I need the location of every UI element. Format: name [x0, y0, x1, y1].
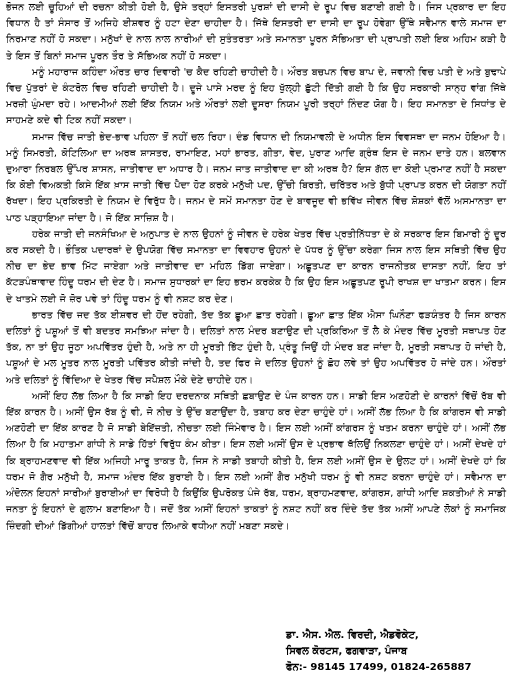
author-address: ਸਿਵਲ ਕੋਰਟਸ, ਫਗਵਾੜਾ, ਪੰਜਾਬ	[286, 646, 408, 657]
paragraph-1: ਭੋਜਨ ਲਈ ਚੂਹਿਆਂ ਦੀ ਰਚਨਾ ਕੀਤੀ ਹੋਈ ਹੈ, ਉਸੇ ਤਰ੍ਹਾਂ ਇਸਤਰੀ ਪੁਰਸ਼ਾਂ ਦੀ ਦਾਸੀ ਦੇ ਰੂਪ ਵਿਚ ਬਣਾਈ ਗਈ ਹੈ। ਜਿਸ ਪ੍ਰਕਾਰ ਦਾ ਇਹ ਵਿਧਾਨ ਹੈ ਤਾਂ ਸੰਸਾਰ ਤੋਂ ਅਜਿਹੇ ਈਸ਼ਵਰ ਨੂੰ ਹਟਾ ਦੇਣਾ ਚਾਹੀਦਾ ਹੈ। ਜਿੱਥੇ ਇਸਤਰੀ ਦਾ ਦਾਸੀ ਦਾ ਰੂਪ ਹੋਵੇਗਾ ਉੱਥੇ ਸਵੈਮਾਨ ਵਾਲੇ ਸਮਾਜ ਦਾ ਨਿਰਮਾਣ ਨਹੀਂ ਹੋ ਸਕਦਾ। ਮਨੁੱਖਾਂ ਦੇ ਨਾਲ ਨਾਲ ਨਾਰੀਆਂ ਦੀ ਸੁਤੰਤਰਤਾ ਅਤੇ ਸਮਾਨਤਾ ਪੂਰਨ ਸੱਭਿਅਤਾ ਦੀ ਪ੍ਰਾਪਤੀ ਲਈ ਇਕ ਅਹਿਮ ਕੜੀ ਹੈ ਤੇ ਇਸ ਤੋਂ ਬਿਨਾਂ ਸਮਾਜ ਪੂਰਨ ਤੌਰ ਤੇ ਸੱਭਿਅਕ ਨਹੀਂ ਹੋ ਸਕਦਾ।	[6, 2, 506, 62]
paragraph-5: ਭਾਰਤ ਵਿੱਚ ਜਦ ਤੱਕ ਈਸ਼ਵਰ ਦੀ ਹੋਂਦ ਰਹੇਗੀ, ਤੱਦ ਤੱਕ ਛੂਆ ਛਾਤ ਰਹੇਗੀ। ਛੂਆ ਛਾਤ ਇੱਕ ਐਸਾ ਘਿਨੌਣਾ ਫੜਯੰਤਰ ਹੈ ਜਿਸ ਕਾਰਨ ਦਲਿਤਾਂ ਨੂੰ ਪਸ਼ੂਆਂ ਤੋਂ ਵੀ ਬਦਤਰ ਸਮਝਿਆ ਜਾਂਦਾ ਹੈ। ਦਲਿਤਾਂ ਨਾਲ ਮੰਦਰ ਬਣਾਉਣ ਦੀ ਪ੍ਰਕਿਰਿਆ ਤੋਂ ਲੈ ਕੇ ਮੰਦਰ ਵਿੱਚ ਮੂਰਤੀ ਸਥਾਪਤ ਹੋਣ ਤੱਕ, ਨਾ ਤਾਂ ਉਹ ਜੂਠਾ ਅਪਵਿੱਤਰ ਹੁੰਦੀ ਹੈ, ਅਤੇ ਨਾ ਹੀ ਮੂਰਤੀ ਭਿੱਟ ਹੁੰਦੀ ਹੈ, ਪ੍ਰੰਤੂ ਜਿਉਂ ਹੀ ਮੰਦਰ ਬਣ ਜਾਂਦਾ ਹੈ, ਮੂਰਤੀ ਸਥਾਪਤ ਹੋ ਜਾਂਦੀ ਹੈ, ਪਸ਼ੂਆਂ ਦੇ ਮਲ ਮੂਤਰ ਨਾਲ ਮੂਰਤੀ ਪਵਿੱਤਰ ਕੀਤੀ ਜਾਂਦੀ ਹੈ, ਤਦ ਫਿਰ ਜੇ ਦਲਿਤ ਉਹਨਾਂ ਨੂੰ ਛੋਹ ਲਵੇ ਤਾਂ ਉਹ ਅਪਵਿੱਤਰ ਹੋ ਜਾਂਦੇ ਹਨ। ਔਰਤਾਂ ਅਤੇ ਦਲਿਤਾਂ ਨੂੰ ਵਿੱਦਿਆ ਦੇ ਖੇਤਰ ਵਿੱਚ ਸਪੈਸ਼ਲ ਮੌਕੇ ਦੇਣੇ ਚਾਹੀਦੇ ਹਨ।	[6, 309, 506, 386]
author-phone: ਫੋਨ:- 98145 17499, 01824-265887	[286, 662, 472, 673]
paragraph-3: ਸਮਾਜ ਵਿੱਚ ਜਾਤੀ ਭੇਦ-ਭਾਵ ਪਹਿਲਾ ਤੋਂ ਨਹੀਂ ਚਲ ਰਿਹਾ। ਦੰਡ ਵਿਧਾਨ ਦੀ ਨਿਯਮਾਵਲੀ ਦੇ ਅਧੀਨ ਇਸ ਵਿਵਸਥਾ ਦਾ ਜਨਮ ਹੋਇਆ ਹੈ। ਮਨੂੰ ਸਿਮਰਤੀ, ਕੋਟਿਲਿਆ ਦਾ ਅਰਥ ਸ਼ਾਸਤਰ, ਰਾਮਾਇਣ, ਮਹਾਂ ਭਾਰਤ, ਗੀਤਾ, ਵੇਦ, ਪੁਰਾਣ ਆਦਿ ਗ੍ਰੰਥ ਇਸ ਦੇ ਜਨਮ ਦਾਤੇ ਹਨ। ਬਲਵਾਨ ਦੁਆਰਾ ਨਿਰਬਲ ਉੱਪਰ ਸ਼ਾਸਨ, ਜਾਤੀਵਾਦ ਦਾ ਅਧਾਰ ਹੈ। ਜਨਮ ਜਾਤ ਜਾਤੀਵਾਦ ਦਾ ਕੀ ਅਰਥ ਹੈ? ਇਸ ਗੱਲ ਦਾ ਕੋਈ ਪ੍ਰਮਾਣ ਨਹੀਂ ਹੈ ਸਕਦਾ ਕਿ ਕੋਈ ਵਿਅਕਤੀ ਕਿਸੇ ਇੱਕ ਖ਼ਾਸ ਜਾਤੀ ਵਿੱਚ ਪੈਦਾ ਹੋਣ ਕਰਕੇ ਮਨੁੱਖੀ ਪਦ, ਉੱਚੀ ਬਿਰਤੀ, ਚਰਿੱਤਰ ਅਤੇ ਬੁੱਧੀ ਪ੍ਰਾਪਤ ਕਰਨ ਦੀ ਯੋਗਤਾ ਨਹੀਂ ਰੱਖਦਾ। ਇਹ ਪ੍ਰਕਿਰਤੀ ਦੇ ਨਿਯਮ ਦੇ ਵਿਰੁੱਧ ਹੈ। ਜਨਮ ਦੇ ਸਮੇਂ ਸਮਾਨਤਾ ਹੋਣ ਦੇ ਬਾਵਜੂਦ ਵੀ ਭਵਿੱਖ ਜੀਵਨ ਵਿੱਚ ਸ਼ੋਸ਼ਕਾਂ ਵੱਲੋਂ ਅਸਮਾਨਤਾ ਦਾ ਪਾਠ ਪੜ੍ਹਾਇਆ ਜਾਂਦਾ ਹੈ। ਜੋ ਇੱਕ ਸਾਜ਼ਿਸ਼ ਹੈ।	[6, 131, 506, 224]
paragraph-2: ਮਨੂੰ ਮਹਾਰਾਜ ਕਹਿੰਦਾ ਔਰਤ ਚਾਰ ਦਿਵਾਰੀ 'ਚ ਕੈਦ ਰਹਿਣੀ ਚਾਹੀਦੀ ਹੈ। ਔਰਤ ਬਚਪਨ ਵਿਚ ਬਾਪ ਦੇ, ਜਵਾਨੀ ਵਿਚ ਪਤੀ ਦੇ ਅਤੇ ਬੁਢਾਪੇ ਵਿਚ ਪੁੱਤਰਾਂ ਦੇ ਕੰਟਰੋਲ ਵਿਚ ਰਹਿਣੀ ਚਾਹੀਦੀ ਹੈ। ਦੂਜੇ ਪਾਸੇ ਮਰਦ ਨੂੰ ਇਹ ਖੁੱਲ੍ਹੀ ਛੁੱਟੀ ਦਿੱਤੀ ਗਈ ਹੈ ਕਿ ਉਹ ਸਰਕਾਰੀ ਸਾਨ੍ਹ ਵਾਂਗ ਜਿੱਥੇ ਮਰਜ਼ੀ ਘੁੰਮਦਾ ਰਹੇ। ਆਦਮੀਆਂ ਲਈ ਇੱਕ ਨਿਯਮ ਅਤੇ ਔਰਤਾਂ ਲਈ ਦੂਸਰਾ ਨਿਯਮ ਪੂਰੀ ਤਰ੍ਹਾਂ ਨਿੰਦਣ ਯੋਗ ਹੈ। ਇਹ ਸਮਾਨਤਾ ਦੇ ਸਿਧਾਂਤ ਦੇ ਸਾਹਮਣੇ ਕਦੇ ਵੀ ਟਿਕ ਨਹੀਂ ਸਕਦਾ।	[6, 66, 506, 127]
author-name: ਡਾ. ਐਸ. ਐਲ. ਵਿਰਦੀ, ਐਡਵੋਕੇਟ,	[286, 630, 419, 641]
paragraph-6: ਅਸੀਂ ਇਹ ਲੱਭ ਲਿਆ ਹੈ ਕਿ ਸਾਡੀ ਇਹ ਦਰਦਨਾਕ ਸਥਿਤੀ ਛਬਾਉਣ ਦੇ ਪੰਜ ਕਾਰਨ ਹਨ। ਸਾਡੀ ਇਸ ਅਣਹੋਣੀ ਦੇ ਕਾਰਨਾਂ ਵਿੱਚੋਂ ਰੱਬ ਵੀ ਇੱਕ ਕਾਰਨ ਹੈ। ਅਸੀਂ ਉਸ ਰੱਬ ਨੂੰ ਵੀ, ਜੋ ਨੀਚ ਤੇ ਉੱਚ ਬਣਾਉਂਦਾ ਹੈ, ਤਬਾਹ ਕਰ ਦੇਣਾ ਚਾਹੁੰਦੇ ਹਾਂ। ਅਸੀਂ ਲੱਭ ਲਿਆ ਹੈ ਕਿ ਕਾਂਗਰਸ ਵੀ ਸਾਡੀ ਅਣਹੋਣੀ ਦਾ ਇੱਕ ਕਾਰਣ ਹੈ ਜੋ ਸਾਡੀ ਬੇਇੱਜ਼ਤੀ, ਨੀਚਤਾ ਲਈ ਜਿੰਮੇਵਾਰ ਹੈ। ਇਸ ਲਈ ਅਸੀਂ ਕਾਂਗਰਸ ਨੂੰ ਖਤਮ ਕਰਨਾ ਚਾਹੁੰਦੇ ਹਾਂ। ਅਸੀਂ ਲੱਭ ਲਿਆ ਹੈ ਕਿ ਮਹਾਤਮਾ ਗਾਂਧੀ ਨੇ ਸਾਡੇ ਹਿੱਤਾਂ ਵਿਰੁੱਧ ਕੰਮ ਕੀਤਾ। ਇਸ ਲਈ ਅਸੀਂ ਉਸ ਦੇ ਪ੍ਰਭਾਵ ਥੱਲਿਉਂ ਨਿਕਲਣਾ ਚਾਹੁੰਦੇ ਹਾਂ। ਅਸੀਂ ਦੇਖਦੇ ਹਾਂ ਕਿ ਬ੍ਰਾਹਮਣਵਾਦ ਵੀ ਇੱਕ ਅਜਿਹੀ ਮਾਰੂ ਤਾਕਤ ਹੈ, ਜਿਸ ਨੇ ਸਾਡੀ ਤਬਾਹੀ ਕੀਤੀ ਹੈ, ਇਸ ਲਈ ਅਸੀਂ ਉਸ ਦੇ ਉਲਟ ਹਾਂ। ਅਸੀਂ ਦੇਖਦੇ ਹਾਂ ਕਿ ਧਰਮ ਜੋ ਗੈਰ ਮਨੁੱਖੀ ਹੈ, ਸਮਾਜ ਅੰਦਰ ਇੱਕ ਬੁਰਾਈ ਹੈ। ਇਸ ਲਈ ਅਸੀਂ ਗੈਰ ਮਨੁੱਖੀ ਧਰਮ ਨੂੰ ਵੀ ਨਸ਼ਟ ਕਰਨਾ ਚਾਹੁੰਦੇ ਹਾਂ। ਸਵੈਮਾਨ ਦਾ ਅੰਦੋਲਨ ਇਹਨਾਂ ਸਾਰੀਆਂ ਬੁਰਾਈਆਂ ਦਾ ਵਿਰੋਧੀ ਹੈ ਕਿਉਂਕਿ ਉਪਰੋਕਤ ਪੰਜੇ ਰੱਬ, ਧਰਮ, ਬ੍ਰਾਹਮਣਵਾਦ, ਕਾਂਗਰਸ, ਗਾਂਧੀ ਆਦਿ ਸ਼ਕਤੀਆਂ ਨੇ ਸਾਡੀ ਜਨਤਾ ਨੂੰ ਇਹਨਾਂ ਦੇ ਗੁਲਾਮ ਬਣਾਇਆ ਹੈ। ਜਦੋਂ ਤੱਕ ਅਸੀਂ ਇਹਨਾਂ ਤਾਕਤਾਂ ਨੂੰ ਨਸ਼ਟ ਨਹੀਂ ਕਰ ਦਿੰਦੇ ਤੱਦ ਤੱਕ ਅਸੀਂ ਆਪਣੇ ਲੋਕਾਂ ਨੂੰ ਸਮਾਜਿਕ ਜ਼ਿੰਦਗੀ ਦੀਆਂ ਡਿੱਗੀਆਂ ਹਾਲਤਾਂ ਵਿੱਚੋਂ ਬਾਹਰ ਲਿਆਕੇ ਵਧੀਆ ਨਹੀਂ ਮਬਣਾ ਸਕਦੇ।	[6, 390, 507, 532]
author-signature-block	[286, 628, 506, 676]
article-body	[6, 0, 506, 535]
paragraph-4: ਹਰੇਕ ਜਾਤੀ ਦੀ ਜਨਸੰਖਿਆ ਦੇ ਅਨੁਪਾਤ ਦੇ ਨਾਲ ਉਹਨਾਂ ਨੂੰ ਜੀਵਨ ਦੇ ਹਰੇਕ ਖੇਤਰ ਵਿੱਚ ਪ੍ਰਤੀਨਿੱਧਤਾ ਦੇ ਕੇ ਸਰਕਾਰ ਇਸ ਬਿਮਾਰੀ ਨੂੰ ਦੂਰ ਕਰ ਸਕਦੀ ਹੈ। ਭੌਤਿਕ ਪਦਾਰਥਾਂ ਦੇ ਉਪਯੋਗ ਵਿੱਚ ਸਮਾਨਤਾ ਦਾ ਵਿਵਹਾਰ ਉਹਨਾਂ ਦੇ ਪੱਧਰ ਨੂੰ ਉੱਚਾ ਕਰੇਗਾ ਜਿਸ ਨਾਲ ਇਸ ਸਥਿਤੀ ਵਿੱਚ ਉਹ ਨੀਚ ਦਾ ਭੇਦ ਭਾਵ ਮਿੱਟ ਜਾਏਗਾ ਅਤੇ ਜਾਤੀਵਾਦ ਦਾ ਮਹਿਲ ਡਿੱਗ ਜਾਏਗਾ। ਅਛੂਤਪਣ ਦਾ ਕਾਰਨ ਰਾਜਨੀਤਕ ਦਾਸਤਾ ਨਹੀਂ, ਇਹ ਤਾਂ ਕੱਟੜਪੰਥਾਵਾਦ ਹਿੰਦੂ ਧਰਮ ਦੀ ਦੇਣ ਹੈ। ਸਮਾਜ ਸੁਧਾਰਕਾਂ ਦਾ ਇਹ ਭਰਮ ਕਰਕੇਕ ਹੈ ਕਿ ਉਹ ਇਸ ਅਛੂਤਪਣ ਰੂਪੀ ਰਾਖਸ਼ ਦਾ ਖਾਤਮਾ ਕਰਨ। ਇਸ ਦੇ ਖਾਤਮੇ ਲਈ ਜੋ ਜ਼ੋਰ ਪਵੇ ਤਾਂ ਹਿੰਦੂ ਧਰਮ ਨੂੰ ਵੀ ਨਸ਼ਟ ਕਰ ਦੇਣ।	[6, 228, 506, 305]
